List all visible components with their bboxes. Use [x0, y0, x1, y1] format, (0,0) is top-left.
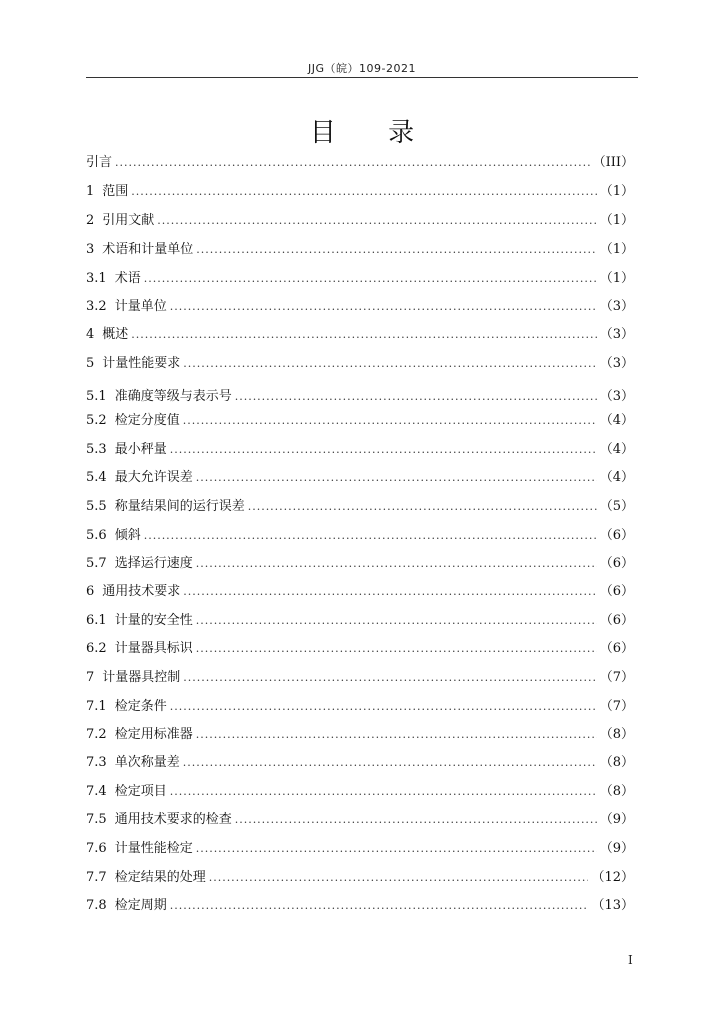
- toc-entry-page: （7）: [599, 670, 634, 685]
- toc-entry-page: （3）: [599, 389, 634, 404]
- toc-entry-5-3[interactable]: [86, 439, 634, 461]
- toc-entry-number: 7.4: [86, 784, 107, 799]
- toc-entry-label: 检定分度值: [114, 413, 180, 428]
- toc-entry-3-2[interactable]: [86, 296, 634, 318]
- toc-entry-label: 准确度等级与表示号: [114, 389, 232, 404]
- toc-entry-label: 概述: [102, 327, 129, 342]
- toc-entry-4[interactable]: [86, 324, 634, 346]
- toc-entry-7-7[interactable]: [86, 867, 634, 889]
- toc-entry-number: 5.7: [86, 556, 107, 571]
- toc-entry-number: 5.1: [86, 389, 107, 404]
- toc-entry-label: 最小秤量: [114, 442, 167, 457]
- toc-entry-label: 检定周期: [114, 898, 167, 913]
- toc-entry-number: 4: [86, 327, 95, 342]
- toc-entry-page: （6）: [599, 641, 634, 656]
- toc-dot-leader: [183, 667, 596, 689]
- toc-entry-page: （9）: [599, 841, 634, 856]
- toc-entry-intro[interactable]: [86, 152, 634, 174]
- toc-dot-leader: [144, 268, 597, 290]
- toc-entry-label: 范围: [102, 184, 129, 199]
- toc-entry-label: 通用技术要求: [102, 584, 181, 599]
- toc-entry-number: 5.6: [86, 528, 107, 543]
- toc-entry-7-3[interactable]: [86, 752, 634, 774]
- toc-entry-page: （8）: [599, 755, 634, 770]
- toc-dot-leader: [170, 296, 597, 318]
- toc-entry-label: 最大允许误差: [114, 470, 193, 485]
- toc-entry-5-1[interactable]: [86, 386, 634, 408]
- toc-entry-7-1[interactable]: [86, 696, 634, 718]
- toc-entry-page: （1）: [599, 271, 634, 286]
- toc-entry-number: 7.7: [86, 870, 107, 885]
- toc-entry-label: 计量的安全性: [114, 613, 193, 628]
- toc-entry-5[interactable]: [86, 353, 634, 375]
- toc-entry-number: 6.1: [86, 613, 107, 628]
- toc-entry-number: 6: [86, 584, 95, 599]
- toc-dot-leader: [183, 353, 596, 375]
- toc-entry-number: 5.4: [86, 470, 107, 485]
- toc-entry-7-8[interactable]: [86, 895, 634, 917]
- toc-entry-number: 6.2: [86, 641, 107, 656]
- toc-dot-leader: [196, 724, 597, 746]
- toc-entry-number: 7.1: [86, 699, 107, 714]
- toc-entry-label: 术语和计量单位: [102, 242, 194, 257]
- toc-entry-number: 5.5: [86, 499, 107, 514]
- toc-entry-6-1[interactable]: [86, 610, 634, 632]
- toc-entry-label: 称量结果间的运行误差: [114, 499, 245, 514]
- toc-dot-leader: [131, 324, 596, 346]
- header-rule: [86, 77, 638, 78]
- toc-entry-label: 检定条件: [114, 699, 167, 714]
- toc-dot-leader: [196, 610, 597, 632]
- toc-entry-7-2[interactable]: [86, 724, 634, 746]
- toc-entry-page: （3）: [599, 356, 634, 371]
- toc-entry-number: 5.3: [86, 442, 107, 457]
- toc-dot-leader: [235, 809, 597, 831]
- toc-entry-page: （5）: [599, 499, 634, 514]
- toc-entry-1[interactable]: [86, 181, 634, 203]
- toc-entry-number: 7.2: [86, 727, 107, 742]
- toc-entry-label: 术语: [114, 271, 141, 286]
- toc-dot-leader: [131, 181, 596, 203]
- toc-entry-page: （3）: [599, 299, 634, 314]
- toc-entry-page: （1）: [599, 184, 634, 199]
- toc-entry-number: 3: [86, 242, 95, 257]
- toc-dot-leader: [170, 781, 597, 803]
- toc-entry-number: 7.8: [86, 898, 107, 913]
- toc-entry-5-4[interactable]: [86, 467, 634, 489]
- toc-entry-label: 计量单位: [114, 299, 167, 314]
- toc-entry-label: 引言: [86, 155, 113, 170]
- toc-entry-3-1[interactable]: [86, 268, 634, 290]
- toc-entry-3[interactable]: [86, 239, 634, 261]
- toc-entry-page: （8）: [599, 784, 634, 799]
- toc-dot-leader: [144, 525, 597, 547]
- toc-entry-page: （7）: [599, 699, 634, 714]
- toc-entry-page: （13）: [591, 898, 634, 913]
- toc-dot-leader: [235, 386, 597, 408]
- toc-entry-label: 计量器具标识: [114, 641, 193, 656]
- toc-dot-leader: [248, 496, 597, 518]
- document-code-header: JJG（皖）109-2021: [308, 62, 416, 75]
- toc-entry-label: 计量性能要求: [102, 356, 181, 371]
- toc-entry-number: 5.2: [86, 413, 107, 428]
- toc-entry-label: 选择运行速度: [114, 556, 193, 571]
- toc-entry-7-5[interactable]: [86, 809, 634, 831]
- toc-entry-page: （8）: [599, 727, 634, 742]
- toc-entry-2[interactable]: [86, 210, 634, 232]
- toc-dot-leader: [170, 696, 597, 718]
- toc-entry-number: 1: [86, 184, 95, 199]
- toc-entry-number: 2: [86, 213, 95, 228]
- toc-entry-page: （4）: [599, 413, 634, 428]
- toc-entry-page: （3）: [599, 327, 634, 342]
- toc-entry-page: （6）: [599, 556, 634, 571]
- toc-entry-7-6[interactable]: [86, 838, 634, 860]
- toc-entry-page: （6）: [599, 528, 634, 543]
- toc-entry-number: 5: [86, 356, 95, 371]
- toc-dot-leader: [183, 581, 596, 603]
- toc-entry-6-2[interactable]: [86, 638, 634, 660]
- toc-dot-leader: [115, 152, 590, 174]
- toc-entry-label: 计量性能检定: [114, 841, 193, 856]
- toc-entry-7[interactable]: [86, 667, 634, 689]
- toc-entry-page: （1）: [599, 213, 634, 228]
- toc-entry-5-5[interactable]: [86, 496, 634, 518]
- toc-entry-number: 7.6: [86, 841, 107, 856]
- toc-entry-number: 3.2: [86, 299, 107, 314]
- toc-entry-label: 检定结果的处理: [114, 870, 206, 885]
- toc-entry-page: （9）: [599, 812, 634, 827]
- toc-dot-leader: [183, 752, 597, 774]
- toc-dot-leader: [196, 553, 597, 575]
- page-number: I: [628, 953, 633, 967]
- toc-dot-leader: [209, 867, 589, 889]
- toc-dot-leader: [196, 638, 597, 660]
- toc-entry-page: （6）: [599, 613, 634, 628]
- toc-entry-6[interactable]: [86, 581, 634, 603]
- toc-entry-label: 倾斜: [114, 528, 141, 543]
- toc-entry-page: （4）: [599, 442, 634, 457]
- toc-dot-leader: [170, 439, 597, 461]
- toc-dot-leader: [196, 467, 597, 489]
- toc-entry-page: （6）: [599, 584, 634, 599]
- toc-dot-leader: [170, 895, 589, 917]
- toc-dot-leader: [183, 410, 597, 432]
- toc-dot-leader: [196, 239, 596, 261]
- toc-entry-label: 检定用标准器: [114, 727, 193, 742]
- toc-entry-label: 单次称量差: [114, 755, 180, 770]
- toc-entry-number: 7: [86, 670, 95, 685]
- toc-entry-5-7[interactable]: [86, 553, 634, 575]
- toc-entry-number: 7.5: [86, 812, 107, 827]
- toc-entry-label: 引用文献: [102, 213, 155, 228]
- toc-entry-5-6[interactable]: [86, 525, 634, 547]
- toc-entry-number: 7.3: [86, 755, 107, 770]
- toc-title: 目 录: [309, 118, 437, 148]
- toc-entry-label: 通用技术要求的检查: [114, 812, 232, 827]
- toc-entry-number: 3.1: [86, 271, 107, 286]
- toc-dot-leader: [196, 838, 597, 860]
- toc-entry-label: 计量器具控制: [102, 670, 181, 685]
- toc-entry-label: 检定项目: [114, 784, 167, 799]
- toc-entry-page: （III）: [592, 155, 634, 170]
- toc-dot-leader: [157, 210, 596, 232]
- toc-entry-page: （12）: [591, 870, 634, 885]
- toc-entry-7-4[interactable]: [86, 781, 634, 803]
- toc-entry-5-2[interactable]: [86, 410, 634, 432]
- toc-entry-page: （4）: [599, 470, 634, 485]
- toc-entry-page: （1）: [599, 242, 634, 257]
